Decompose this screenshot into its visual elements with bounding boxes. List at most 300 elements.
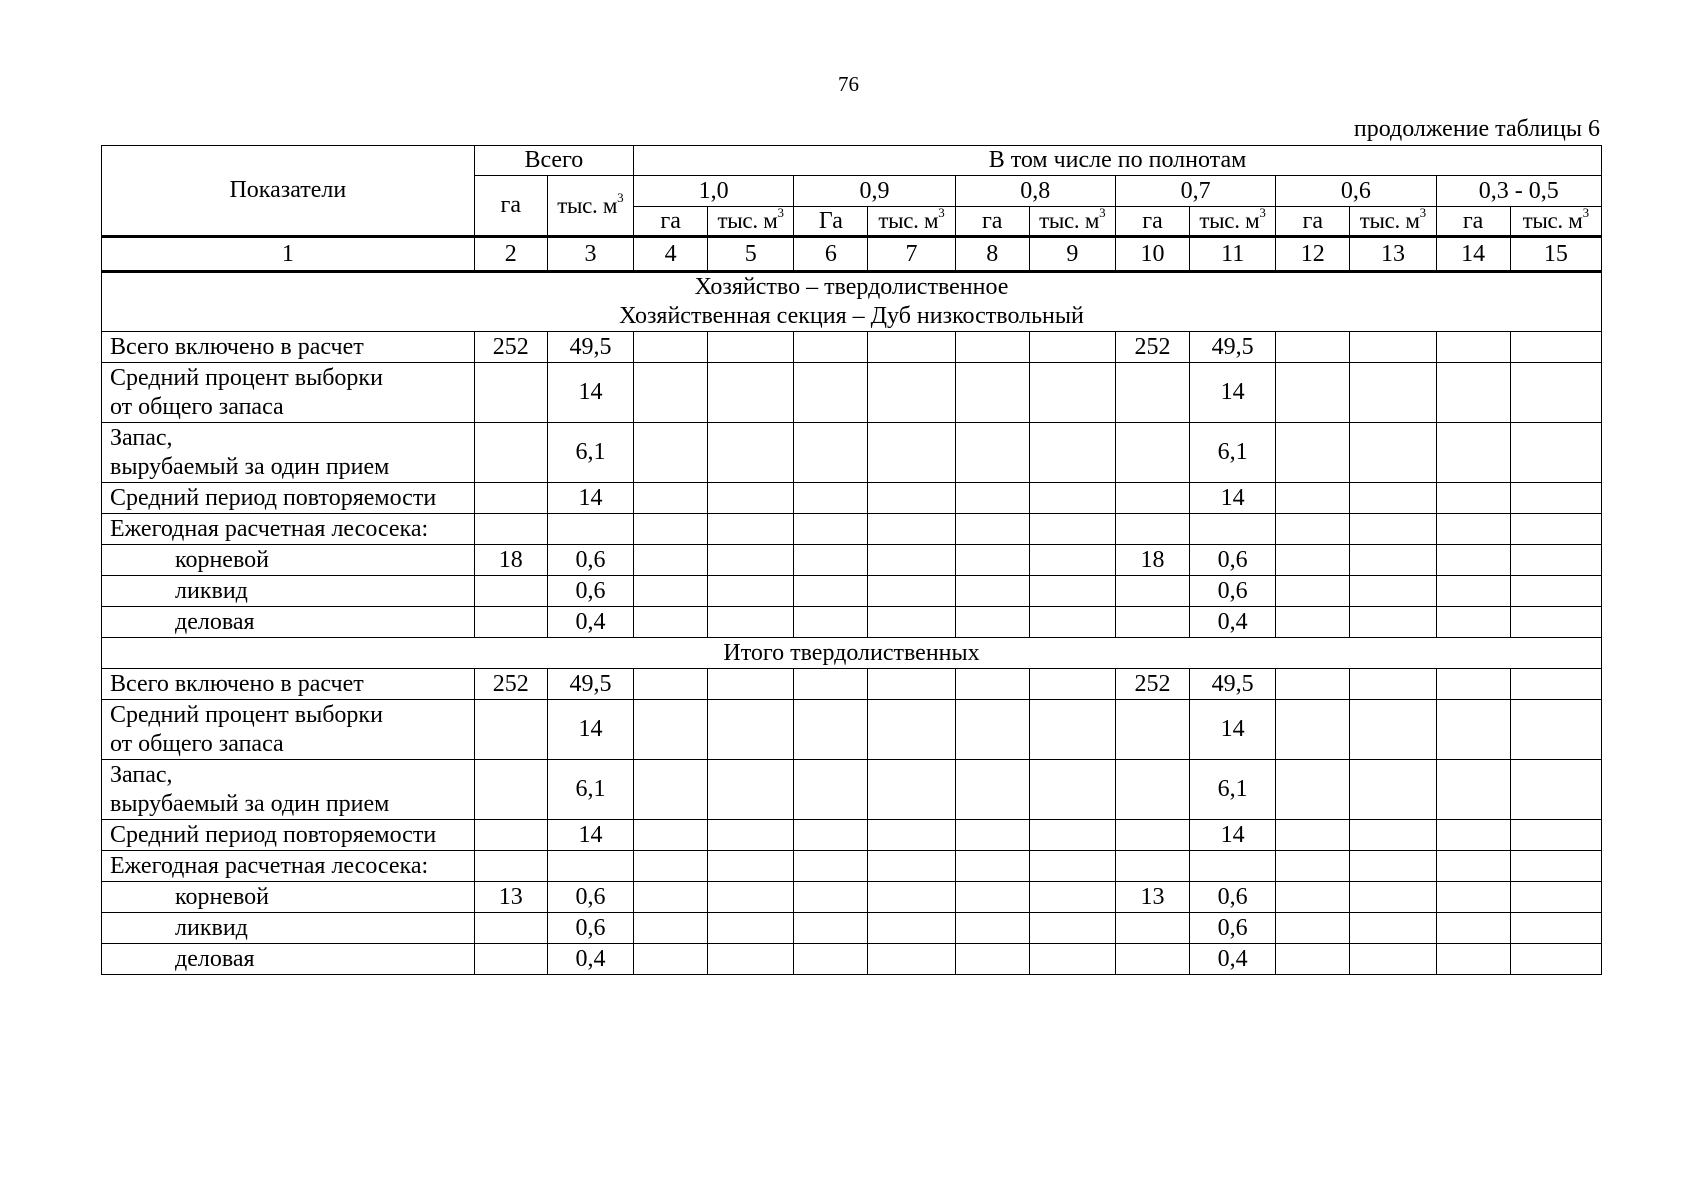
table-cell (1276, 576, 1350, 607)
table-row (102, 332, 1602, 363)
table-cell (1029, 944, 1115, 975)
row-label-line: корневой (175, 546, 269, 573)
table-cell (474, 700, 547, 760)
column-number: 3 (547, 237, 633, 272)
table-cell (794, 820, 868, 851)
table-cell (1510, 669, 1601, 700)
table-cell (708, 483, 794, 514)
table-cell: 252 (474, 669, 547, 700)
table-cell: 6,1 (547, 760, 633, 820)
column-number: 11 (1190, 237, 1276, 272)
table-cell: 14 (1190, 700, 1276, 760)
table-cell (1276, 607, 1350, 638)
table-cell (708, 700, 794, 760)
table-cell (708, 913, 794, 944)
column-number: 13 (1350, 237, 1436, 272)
table-cell (1436, 423, 1510, 483)
table-cell (955, 423, 1029, 483)
table-cell (1350, 363, 1436, 423)
table-cell (634, 514, 708, 545)
header-row-1 (102, 146, 1602, 176)
table-cell: 49,5 (1190, 669, 1276, 700)
table-row (102, 700, 1602, 760)
table-cell (708, 760, 794, 820)
table-cell (547, 514, 633, 545)
table-cell (634, 545, 708, 576)
section-title-line: Итого твердолиственных (723, 639, 980, 666)
table-cell (1436, 332, 1510, 363)
table-cell (1436, 700, 1510, 760)
table-cell (955, 913, 1029, 944)
table-cell (1350, 944, 1436, 975)
table-cell (1029, 483, 1115, 514)
table-cell (1029, 760, 1115, 820)
table-cell: 0,6 (547, 576, 633, 607)
table-cell: 14 (547, 700, 633, 760)
table-cell: 6,1 (1190, 760, 1276, 820)
table-cell (955, 576, 1029, 607)
column-number: 15 (1510, 237, 1601, 272)
row-label (102, 851, 475, 882)
table-cell (1510, 363, 1601, 423)
table-cell (1029, 332, 1115, 363)
column-number: 5 (708, 237, 794, 272)
row-label-line: деловая (175, 945, 255, 972)
table-cell: 18 (474, 545, 547, 576)
table-cell (1510, 882, 1601, 913)
table-cell (1029, 913, 1115, 944)
table-cell (1276, 363, 1350, 423)
table-row (102, 669, 1602, 700)
table-cell: 0,6 (1190, 882, 1276, 913)
header-density: 0,8 (955, 176, 1115, 207)
table-cell: 0,6 (1190, 913, 1276, 944)
table-cell: 0,6 (547, 913, 633, 944)
header-unit-volume: тыс. $м^3$ (1190, 207, 1276, 237)
table-cell: 6,1 (1190, 423, 1276, 483)
table-cell (868, 423, 955, 483)
table-cell (1029, 820, 1115, 851)
table-cell (955, 363, 1029, 423)
table-cell: 14 (547, 483, 633, 514)
column-number: 9 (1029, 237, 1115, 272)
table-cell (1115, 700, 1189, 760)
table-cell (955, 851, 1029, 882)
table-cell: 252 (474, 332, 547, 363)
table-cell (868, 514, 955, 545)
table-cell (955, 514, 1029, 545)
row-label (102, 607, 475, 638)
table-cell (868, 669, 955, 700)
row-label (102, 820, 475, 851)
table-cell (1029, 882, 1115, 913)
table-cell (708, 944, 794, 975)
row-label (102, 882, 475, 913)
table-cell (868, 483, 955, 514)
column-number: 8 (955, 237, 1029, 272)
table-cell (868, 820, 955, 851)
table-cell (1350, 913, 1436, 944)
section-title (102, 638, 1602, 669)
table-cell (634, 576, 708, 607)
table-cell (1276, 913, 1350, 944)
table-cell (1276, 820, 1350, 851)
row-label-line: деловая (175, 608, 255, 635)
header-unit-ha: Га (794, 207, 868, 237)
table-cell (1510, 514, 1601, 545)
table-row (102, 423, 1602, 483)
header-density: 0,3 - 0,5 (1436, 176, 1601, 207)
row-label-line: Запас, (110, 761, 173, 788)
table-cell: 0,6 (547, 882, 633, 913)
table-cell: 14 (1190, 363, 1276, 423)
table-cell: 0,6 (547, 545, 633, 576)
row-label (102, 576, 475, 607)
table-cell: 13 (1115, 882, 1189, 913)
table-cell (474, 423, 547, 483)
section-title-line: Хозяйственная секция – Дуб низкоствольный (619, 303, 1084, 329)
table-cell (1510, 700, 1601, 760)
row-label-line: Средний период повторяемости (110, 821, 437, 848)
table-cell (474, 607, 547, 638)
row-label (102, 363, 475, 423)
section-title-line: Хозяйство – твердолиственное (694, 274, 1009, 300)
table-cell: 6,1 (547, 423, 633, 483)
table-cell (708, 669, 794, 700)
table-cell (794, 913, 868, 944)
table-cell (1436, 913, 1510, 944)
table-cell: 14 (547, 820, 633, 851)
row-label-line: вырубаемый за один прием (110, 790, 390, 817)
table-cell (1436, 669, 1510, 700)
table-cell (794, 607, 868, 638)
table-cell (1276, 851, 1350, 882)
table-cell (708, 576, 794, 607)
table-cell (955, 820, 1029, 851)
table-cell (1350, 700, 1436, 760)
table-cell (1510, 944, 1601, 975)
table-row (102, 944, 1602, 975)
table-cell: 0,4 (1190, 607, 1276, 638)
table-cell (868, 576, 955, 607)
table-cell: 49,5 (547, 332, 633, 363)
header-unit-ha: га (1115, 207, 1189, 237)
table-cell (868, 760, 955, 820)
row-label-line: Средний процент выборки (110, 701, 383, 728)
table-cell (1350, 514, 1436, 545)
header-unit-ha: га (1436, 207, 1510, 237)
table-cell (1510, 760, 1601, 820)
table-cell (1115, 483, 1189, 514)
table-cell (794, 700, 868, 760)
table-cell (1436, 363, 1510, 423)
table-cell (474, 820, 547, 851)
header-density: 0,6 (1276, 176, 1436, 207)
table-cell (708, 851, 794, 882)
table-cell (1350, 576, 1436, 607)
row-label (102, 669, 475, 700)
header-unit-volume: тыс. $м^3$ (708, 207, 794, 237)
table-cell (1029, 669, 1115, 700)
table-cell (1436, 607, 1510, 638)
row-label-line: ликвид (175, 914, 248, 941)
table-cell (1510, 851, 1601, 882)
table-row (102, 882, 1602, 913)
table-cell (1276, 483, 1350, 514)
table-cell (1190, 514, 1276, 545)
column-number: 2 (474, 237, 547, 272)
table-cell (1190, 851, 1276, 882)
table-cell (547, 851, 633, 882)
table-cell (1276, 423, 1350, 483)
header-by-density: В том числе по полнотам (634, 146, 1602, 176)
table-cell (634, 913, 708, 944)
table-cell (955, 545, 1029, 576)
forest-cut-table (101, 145, 1602, 975)
table-cell (1350, 332, 1436, 363)
row-label (102, 913, 475, 944)
column-number: 7 (868, 237, 955, 272)
table-cell (1436, 851, 1510, 882)
table-cell (1436, 820, 1510, 851)
table-cell (634, 423, 708, 483)
row-label (102, 423, 475, 483)
row-label (102, 545, 475, 576)
header-total-volume: тыс. $м^3$ (547, 176, 633, 237)
table-cell (474, 913, 547, 944)
table-row (102, 363, 1602, 423)
column-number: 1 (102, 237, 475, 272)
table-cell (1510, 545, 1601, 576)
row-label (102, 944, 475, 975)
table-cell (474, 576, 547, 607)
table-cell (868, 944, 955, 975)
table-cell (708, 423, 794, 483)
table-cell (1029, 423, 1115, 483)
table-cell (1029, 607, 1115, 638)
row-label-line: Ежегодная расчетная лесосека: (110, 852, 429, 879)
table-cell (634, 363, 708, 423)
table-cell (1510, 576, 1601, 607)
table-cell (794, 545, 868, 576)
table-body (102, 272, 1602, 975)
table-cell (1115, 576, 1189, 607)
row-label-line: Всего включено в расчет (110, 670, 364, 697)
table-cell (1436, 483, 1510, 514)
table-cell (634, 851, 708, 882)
row-label-line: Всего включено в расчет (110, 333, 364, 360)
table-cell (955, 882, 1029, 913)
table-cell (1510, 820, 1601, 851)
table-row (102, 514, 1602, 545)
table-cell (794, 882, 868, 913)
table-cell (955, 669, 1029, 700)
table-cell (708, 820, 794, 851)
table-cell (794, 851, 868, 882)
table-cell (634, 760, 708, 820)
table-cell (1350, 820, 1436, 851)
table-row (102, 913, 1602, 944)
table-cell: 252 (1115, 332, 1189, 363)
table-cell: 49,5 (547, 669, 633, 700)
table-cell (794, 944, 868, 975)
table-cell (1115, 913, 1189, 944)
header-density: 0,9 (794, 176, 955, 207)
page-number: 76 (838, 72, 859, 96)
column-number: 12 (1276, 237, 1350, 272)
column-number: 4 (634, 237, 708, 272)
section-title-row (102, 638, 1602, 669)
table-row (102, 851, 1602, 882)
header-unit-volume: тыс. $м^3$ (868, 207, 955, 237)
section-title (102, 272, 1602, 332)
table-cell (794, 514, 868, 545)
section-title-row (102, 272, 1602, 332)
table-cell: 0,4 (547, 944, 633, 975)
row-label-line: от общего запаса (110, 393, 284, 420)
table-cell: 14 (547, 363, 633, 423)
row-label-line: Ежегодная расчетная лесосека: (110, 515, 429, 542)
table-cell (1029, 514, 1115, 545)
table-caption: продолжение таблицы 6 (1353, 116, 1600, 142)
row-label-line: ликвид (175, 577, 248, 604)
row-label-line: от общего запаса (110, 730, 284, 757)
table-cell (1276, 669, 1350, 700)
table-cell (1510, 423, 1601, 483)
row-label-line: Запас, (110, 424, 173, 451)
table-cell: 0,4 (1190, 944, 1276, 975)
table-cell (634, 700, 708, 760)
table-cell (1510, 913, 1601, 944)
table-cell (1436, 944, 1510, 975)
table-cell (794, 576, 868, 607)
row-label (102, 514, 475, 545)
header-total: Всего (474, 146, 633, 176)
table-cell: 0,4 (547, 607, 633, 638)
table-cell (634, 820, 708, 851)
column-number-row (102, 237, 1602, 272)
table-cell (1436, 576, 1510, 607)
table-cell (955, 700, 1029, 760)
table-row (102, 545, 1602, 576)
table-cell (868, 363, 955, 423)
table-row (102, 760, 1602, 820)
table-cell (1115, 363, 1189, 423)
table-cell (955, 607, 1029, 638)
table-cell (1115, 760, 1189, 820)
table-cell: 13 (474, 882, 547, 913)
table-cell (1276, 332, 1350, 363)
table-cell (634, 332, 708, 363)
table-cell (474, 944, 547, 975)
table-cell (794, 669, 868, 700)
table-cell (474, 514, 547, 545)
table-cell (708, 545, 794, 576)
table-cell (868, 332, 955, 363)
table-cell (1276, 545, 1350, 576)
header-unit-volume: тыс. $м^3$ (1029, 207, 1115, 237)
table-cell (794, 483, 868, 514)
table-cell (634, 944, 708, 975)
table-cell (708, 607, 794, 638)
table-cell: 18 (1115, 545, 1189, 576)
row-label-line: Средний период повторяемости (110, 484, 437, 511)
table-cell (794, 760, 868, 820)
table-cell (1115, 820, 1189, 851)
column-number: 14 (1436, 237, 1510, 272)
table-row (102, 820, 1602, 851)
row-label-line: Средний процент выборки (110, 364, 383, 391)
row-label (102, 760, 475, 820)
table-cell (1029, 363, 1115, 423)
table-cell (1436, 514, 1510, 545)
column-number: 6 (794, 237, 868, 272)
header-density: 1,0 (634, 176, 794, 207)
table-cell (1276, 944, 1350, 975)
table-cell (955, 332, 1029, 363)
table-cell: 252 (1115, 669, 1189, 700)
table-cell (955, 483, 1029, 514)
table-cell (474, 363, 547, 423)
table-cell (1510, 483, 1601, 514)
table-cell (868, 882, 955, 913)
table-cell (1510, 332, 1601, 363)
table-cell: 0,6 (1190, 545, 1276, 576)
table-cell (1350, 669, 1436, 700)
table-cell (1115, 944, 1189, 975)
table-cell (1115, 423, 1189, 483)
table-row (102, 607, 1602, 638)
header-total-ha: га (474, 176, 547, 237)
table-cell (1115, 607, 1189, 638)
row-label (102, 332, 475, 363)
header-unit-ha: га (1276, 207, 1350, 237)
table-cell (868, 545, 955, 576)
table-cell (1115, 851, 1189, 882)
table-cell: 0,6 (1190, 576, 1276, 607)
table-cell (868, 913, 955, 944)
table-cell (474, 483, 547, 514)
table-cell (1276, 514, 1350, 545)
table-cell (708, 882, 794, 913)
table-cell (1350, 851, 1436, 882)
table-cell (1029, 545, 1115, 576)
row-label (102, 700, 475, 760)
header-density: 0,7 (1115, 176, 1275, 207)
table-cell (1029, 851, 1115, 882)
table-cell (794, 423, 868, 483)
table-cell (1350, 545, 1436, 576)
table-cell (634, 483, 708, 514)
table-cell (1350, 607, 1436, 638)
table-cell (474, 760, 547, 820)
table-cell: 49,5 (1190, 332, 1276, 363)
table-cell (1115, 514, 1189, 545)
header-unit-volume: тыс. $м^3$ (1510, 207, 1601, 237)
table-cell (955, 760, 1029, 820)
row-label (102, 483, 475, 514)
table-cell (474, 851, 547, 882)
table-cell (1276, 882, 1350, 913)
table-cell (1350, 882, 1436, 913)
table-cell (1276, 760, 1350, 820)
table-cell (794, 332, 868, 363)
table-cell (634, 607, 708, 638)
table-cell (868, 851, 955, 882)
table-cell (868, 700, 955, 760)
table-cell: 14 (1190, 483, 1276, 514)
table-cell (794, 363, 868, 423)
